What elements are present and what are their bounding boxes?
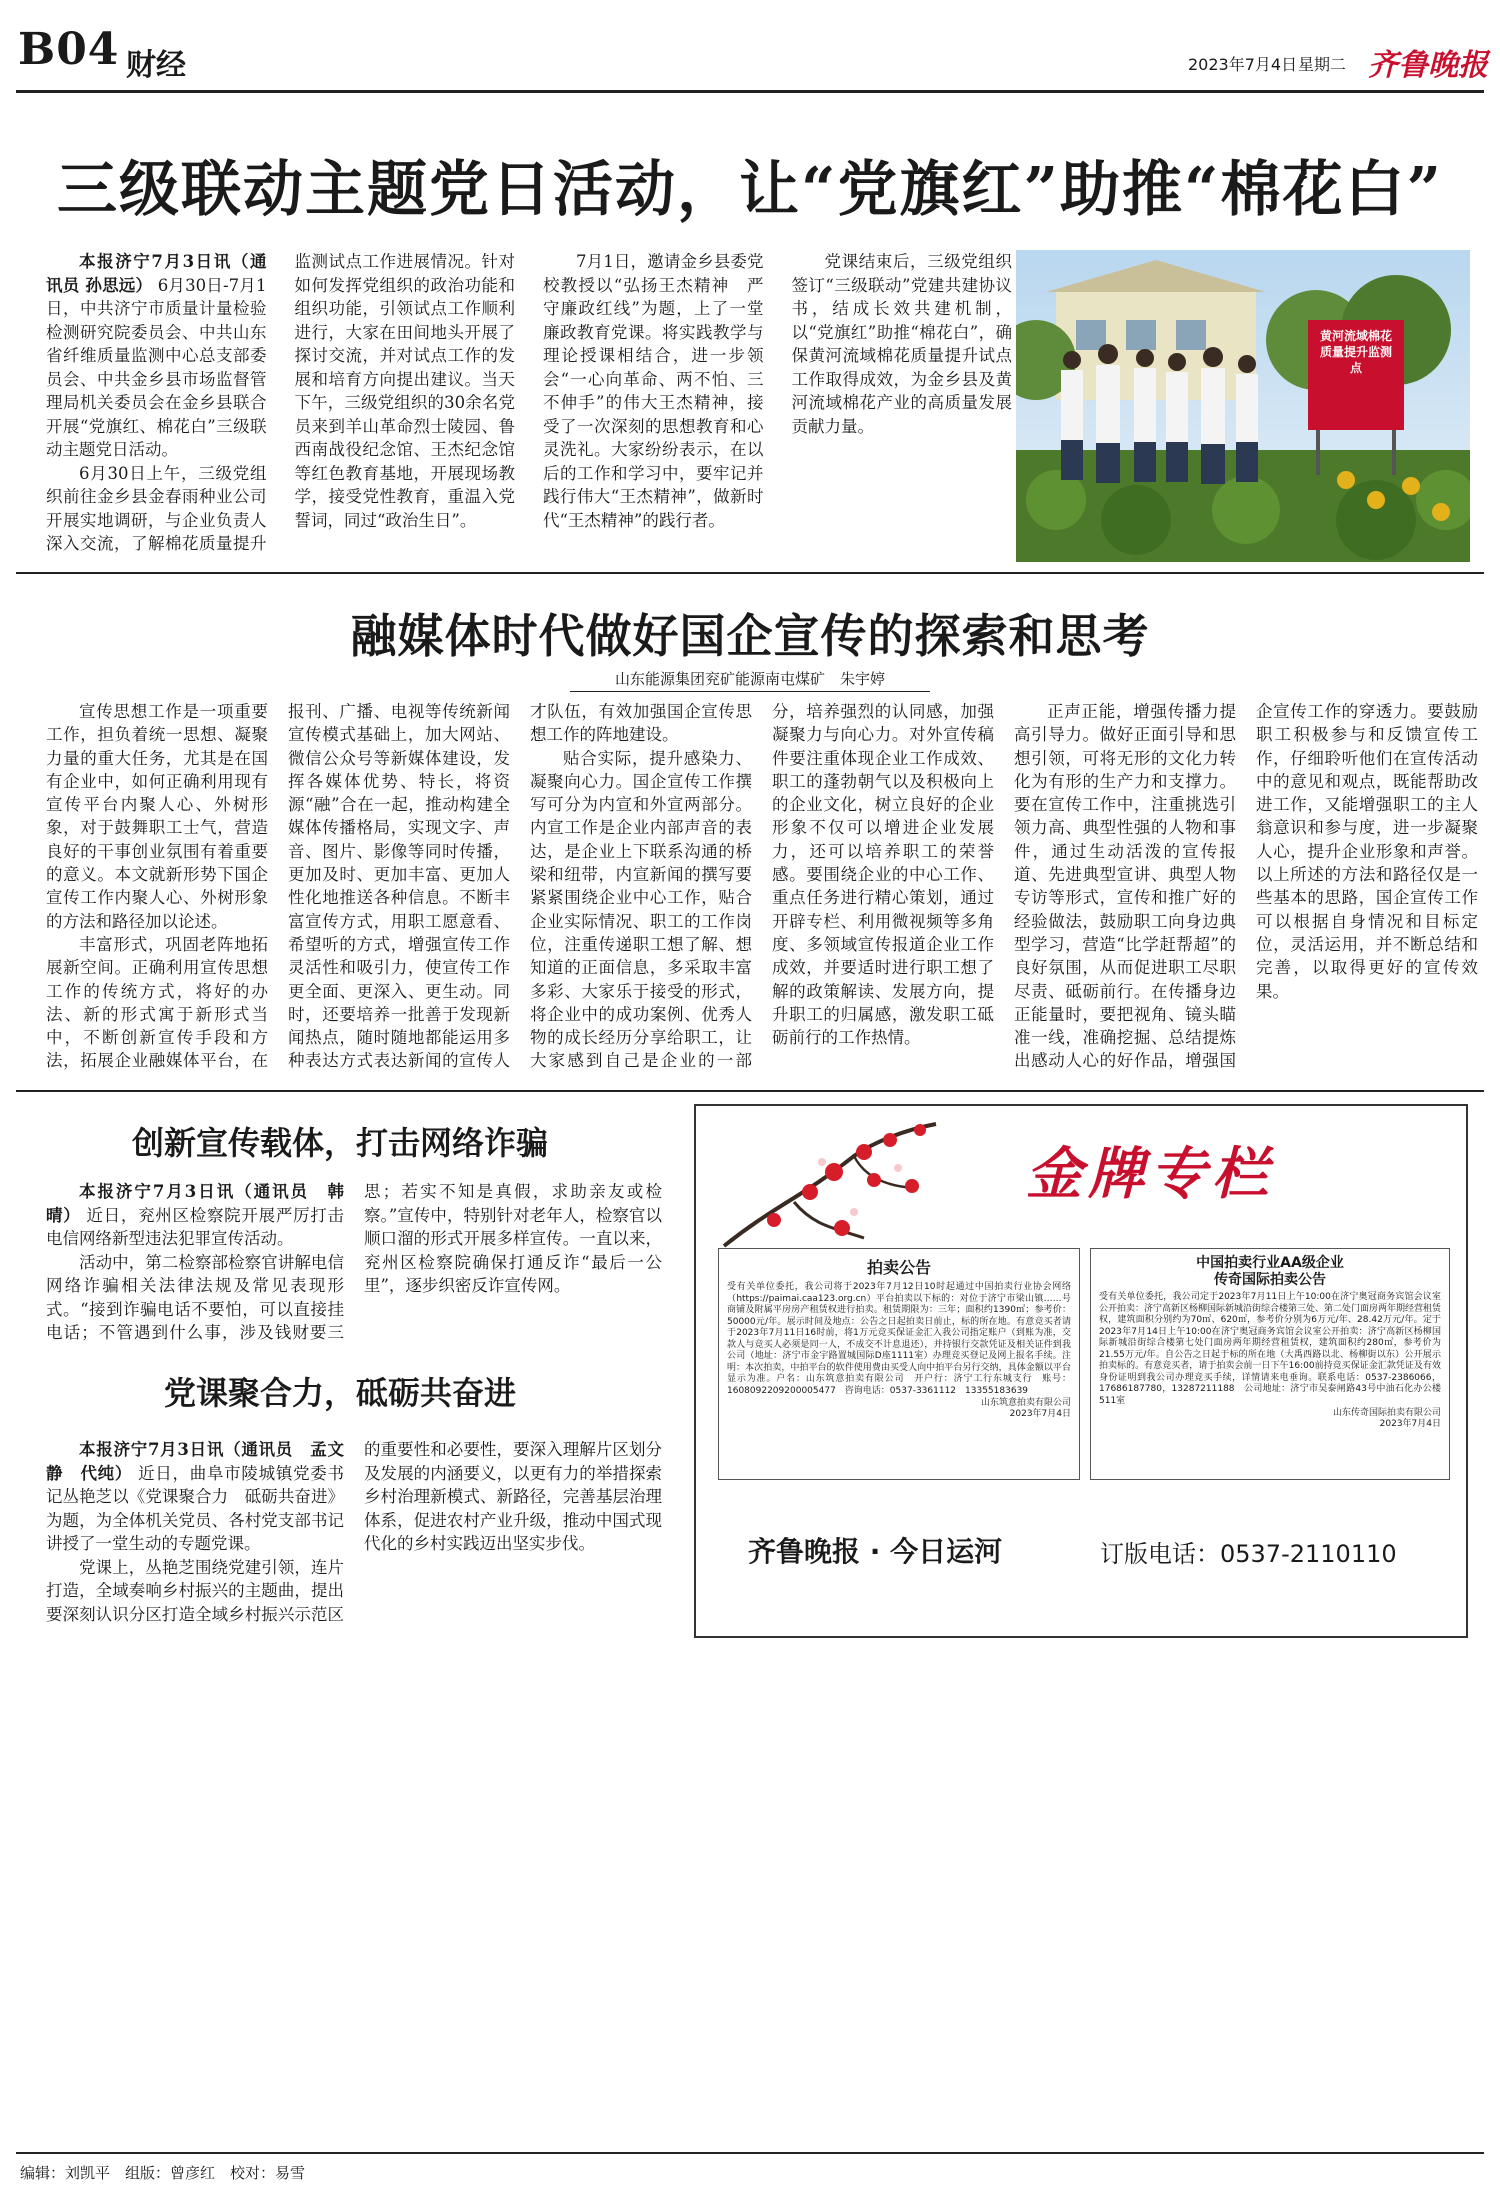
article3-title: 创新宣传载体，打击网络诈骗 (131, 1124, 548, 1162)
ad-banner-title: 金牌专栏 (1026, 1141, 1274, 1207)
auction-notice-left (718, 1248, 1080, 1480)
issue-date: 2023年7月4日 (1188, 55, 1298, 74)
article4-paragraph: 近日，曲阜市陵城镇党委书记丛艳芝以《党课聚合力 砥砺共奋进》为题，为全体机关党员、各村党支部书记讲授了一堂生动的专题党课。 (46, 1463, 345, 1553)
article3-paragraph: 活动中，第二检察部检察官讲解电信网络诈骗相关法律法规及常见表现形式。“接到诈骗电话不要怕，可以直接挂电话；不管遇到什么事，涉及钱财要三思；若实不知是真假，求助亲友或检察。”宣传中，特别针对老年人，检察官以顺口溜的形式开展多样宣传。一直以来，兖州区检察院确保打通反诈“最后一公里”，逐步织密反诈宣传网。 (46, 1182, 662, 1342)
article2-byline: 山东能源集团兖矿能源南屯煤矿 朱宇婷 (570, 668, 930, 692)
masthead-logo: 齐鲁晚报 (1368, 48, 1488, 83)
auction-notice-title: 拍卖公告 (866, 1258, 931, 1277)
auction-notice-subtitle: 传奇国际拍卖公告 (1214, 1272, 1326, 1288)
page-credits: 编辑：刘凯平 组版：曾彦红 校对：易雪 (20, 2164, 306, 2182)
article1-paragraph: 6月30日上午，三级党组织前往金乡县金春雨种业公司开展实地调研，与企业负责人深入交流，了解棉花质量提升监测试点工作进展情况。针对如何发挥党组织的政治功能和组织功能，引领试点工作顺利进行，大家在田间地头开展了探讨交流，并对试点工作的发展和培育方向提出建议。当天下午，三级党组织的30余名党员来到羊山革命烈士陵园、鲁西南战役纪念馆、王杰纪念馆等红色教育基地，开展现场教学，接受党性教育，重温入党誓词，同过“政治生日”。 (46, 252, 515, 553)
article1-paragraph: 7月1日，邀请金乡县委党校教授以“弘扬王杰精神 严守廉政红线”为题，上了一堂廉政教育党课。将实践教学与理论授课相结合，进一步领会“一心向革命、两不怕、三不伸手”的伟大王杰精神，接受了一次深刻的思想教育和心灵洗礼。大家纷纷表示，在以后的工作和学习中，要牢记并践行伟大“王杰精神”，做新时代“王杰精神”的践行者。 (543, 252, 764, 530)
auction-notice-date: 2023年7月4日 (1009, 1409, 1071, 1419)
article4-dateline: 本报济宁7月3日讯（通讯员 孟文静 代纯） (46, 1440, 344, 1483)
article2-paragraph: 正声正能，增强传播力提高引导力。做好正面引导和思想引领，可将无形的文化力转化为有形的生产力和支撑力。要在宣传工作中，注重挑选引领力高、典型性强的人物和事件，通过生动活泼的宣传报道、先进典型宣讲、典型人物专访等形式，宣传和推广好的经验做法，鼓励职工向身边典型学习，营造“比学赶帮超”的良好氛围，从而促进职工尽职尽责、砥砺前行。在传播身边正能量时，要把视角、镜头瞄准一线，准确挖掘、总结提炼出感动人心的好作品，增强国企宣传工作的穿透力。要鼓励职工积极参与和反馈宣传工作，仔细聆听他们在宣传活动中的意见和观点，既能帮助改进工作，又能增强职工的主人翁意识和参与度，进一步凝聚人心，提升企业形象和声誉。以上所述的方法和路径仅是一些基本的思路，国企宣传工作可以根据自身情况和目标定位，灵活运用，并不断总结和完善，以取得更好的宣传效果。 (1014, 702, 1478, 1071)
article1-photo (1016, 250, 1470, 562)
article1-paragraph: 党课结束后，三级党组织签订“三级联动”党建共建协议书，结成长效共建机制，以“党旗红”助推“棉花白”，确保黄河流域棉花质量提升试点工作取得成效，为金乡县及黄河流域棉花产业的高质量发展贡献力量。 (791, 252, 1012, 436)
auction-notice-date: 2023年7月4日 (1379, 1419, 1441, 1429)
page-code: B04 (18, 24, 120, 75)
article1-dateline: 本报济宁7月3日讯（通讯员 孙思远） (46, 252, 267, 295)
auction-notice-body: 受有关单位委托，我公司将于2023年7月12日10时起通过中国拍卖行业协会网络（https://paimai.caa123.org.cn）平台拍卖以下标的：对位于济宁市梁山镇……号商铺及附属平房房产租赁权进行拍卖。租赁期限为：三年；面积约1390㎡；参考价：50000元/年。展示时间及地点：公告之日起拍卖日前止，标的所在地。有意竞买者请于2023年7月11日16时前，将1万元竞买保证金汇入我公司指定账户（到账为准，交款人与竞买人必须是同一人，不成交不计息退还），并持银行交款凭证及相关证件到我公司（地址：济宁市金宇路置城国际D座1111室）办理竞买登记及网上报名手续。注明：本次拍卖，中拍平台的软件使用费由买受人向中拍平台另行交纳，具体金额以平台显示为准。户名：山东筑意拍卖有限公司 开户行：济宁工行东城支行 账号：1608092209200005477 咨询电话：0537-3361112 13355183639 (727, 1282, 1071, 1396)
article2-body (46, 700, 1478, 1078)
auction-notice-right (1090, 1248, 1450, 1480)
article4-paragraph: 党课上，丛艳芝围绕党建引领，连片打造，全域奏响乡村振兴的主题曲，提出要深刻认识分区打造全域乡村振兴示范区的重要性和必要性，要深入理解片区划分及发展的内涵要义，以更有力的举措探索乡村治理新模式、新路径，完善基层治理体系，促进农村产业升级，推动中国式现代化的乡村实践迈出坚实步伐。 (46, 1440, 662, 1624)
article4-body (46, 1438, 662, 1638)
section-divider (16, 1090, 1484, 1092)
auction-notice-company: 山东筑意拍卖有限公司 (980, 1398, 1071, 1408)
article3-dateline: 本报济宁7月3日讯（通讯员 韩晴） (46, 1182, 344, 1225)
auction-notice-body: 受有关单位委托，我公司定于2023年7月11日上午10:00在济宁奥冠商务宾馆会议室公开拍卖：济宁高新区杨柳国际新城沿街综合楼第三处、第二处门面房两年期经营租赁权，建筑面积分别约为70㎡、620㎡，参考价分别为6万元/年、28.42万元/年。定于2023年7月14日上午10:00在济宁奥冠商务宾馆会议室公开拍卖：济宁高新区杨柳国际新城沿街综合楼第七处门面房两年期经营租赁权，建筑面积约280㎡，参考价为21.55万元/年。自公告之日起于标的所在地（大禹西路以北、杨柳街以东）公开展示拍卖标的。有意竞买者，请于拍卖会前一日下午16:00前持竞买保证金汇款凭证及有效身份证明到我公司办理竞买手续，详情请来电垂询。联系电话：0537-2386066，17686187780，13287211188 公司地址：济宁市吴泰闸路43号中油石化办公楼511室 (1099, 1292, 1442, 1406)
article1-body (46, 250, 1012, 558)
auction-notice-company: 山东传奇国际拍卖有限公司 (1332, 1408, 1441, 1418)
plum-blossom-illustration (714, 1116, 944, 1256)
auction-notice-title: 中国拍卖行业AA级企业 (1196, 1255, 1344, 1271)
footer-rule (16, 2152, 1484, 2154)
article2-paragraph: 宣传思想工作是一项重要工作，担负着统一思想、凝聚力量的重大任务，尤其是在国有企业中，如何正确利用现有宣传平台内聚人心、外树形象，对于鼓舞职工士气，营造良好的干事创业氛围有着重要的意义。本文就新形势下国企宣传工作内聚人心、外树形象的方法和路径加以论述。 (46, 702, 268, 931)
article3-paragraph: 近日，兖州区检察院开展严厉打击电信网络新型违法犯罪宣传活动。 (46, 1205, 345, 1248)
article2-title: 融媒体时代做好国企宣传的探索和思考 (350, 609, 1150, 663)
article4-title: 党课聚合力，砥砺共奋进 (163, 1374, 516, 1412)
ad-footer-brand: 齐鲁晚报 · 今日运河 (748, 1535, 1003, 1568)
ad-footer-phone: 订版电话：0537-2110110 (1100, 1540, 1397, 1568)
ad-column (694, 1104, 1468, 1638)
section-divider (16, 572, 1484, 574)
header-rule (16, 90, 1484, 93)
article1-title: 三级联动主题党日活动，让“党旗红”助推“棉花白” (56, 155, 1444, 225)
article1-paragraph: 6月30日-7月1日，中共济宁市质量计量检验检测研究院委员会、中共山东省纤维质量监测中心总支部委员会、中共金乡县市场监督管理局机关委员会在金乡县联合开展“党旗红、棉花白”三级联动主题党日活动。 (46, 275, 267, 459)
issue-weekday: 星期二 (1298, 55, 1347, 74)
article2-paragraph: 贴合实际，提升感染力、凝聚向心力。国企宣传工作撰写可分为内宣和外宣两部分。内宣工作是企业内部声音的表达，是企业上下联系沟通的桥梁和纽带，内宣新闻的撰写要紧紧围绕企业中心工作，贴合企业实际情况、职工的工作岗位，注重传递职工想了解、想知道的正面信息，多采取丰富多彩、大家乐于接受的形式，将企业中的成功案例、优秀人物的成长经历分享给职工，让大家感到自己是企业的一部分，培养强烈的认同感，加强凝聚力与向心力。对外宣传稿件要注重体现企业工作成效、职工的蓬勃朝气以及积极向上的企业文化，树立良好的企业形象不仅可以增进企业发展力，还可以培养职工的荣誉感。要围绕企业的中心工作、重点任务进行精心策划，通过开辟专栏、利用微视频等多角度、多领域宣传报道企业工作成效，并要适时进行职工想了解的政策解读、发展方向，提升职工的归属感，激发职工砥砺前行的工作热情。 (530, 702, 994, 1071)
section-name: 财经 (126, 48, 186, 83)
photo-sign-text: 黄河流域棉花质量提升监测点 (1319, 329, 1392, 375)
article2-paragraph: 丰富形式，巩固老阵地拓展新空间。正确利用宣传思想工作的传统方式，将好的办法、新的形式寓于新形式当中，不断创新宣传手段和方法，拓展企业融媒体平台，在报刊、广播、电视等传统新闻宣传模式基础上，加大网站、微信公众号等新媒体建设，发挥各媒体优势、特长，将资源“融”合在一起，推动构建全媒体传播格局，实现文字、声音、图片、影像等同时传播，更加及时、更加丰富、更加人性化地推送各种信息。不断丰富宣传方式，用职工愿意看、希望听的方式，增强宣传工作灵活性和吸引力，使宣传工作更全面、更深入、更生动。同时，还要培养一批善于发现新闻热点，随时随地都能运用多种表达方式表达新闻的宣传人才队伍，有效加强国企宣传思想工作的阵地建设。 (46, 702, 752, 1071)
article3-body (46, 1180, 662, 1350)
